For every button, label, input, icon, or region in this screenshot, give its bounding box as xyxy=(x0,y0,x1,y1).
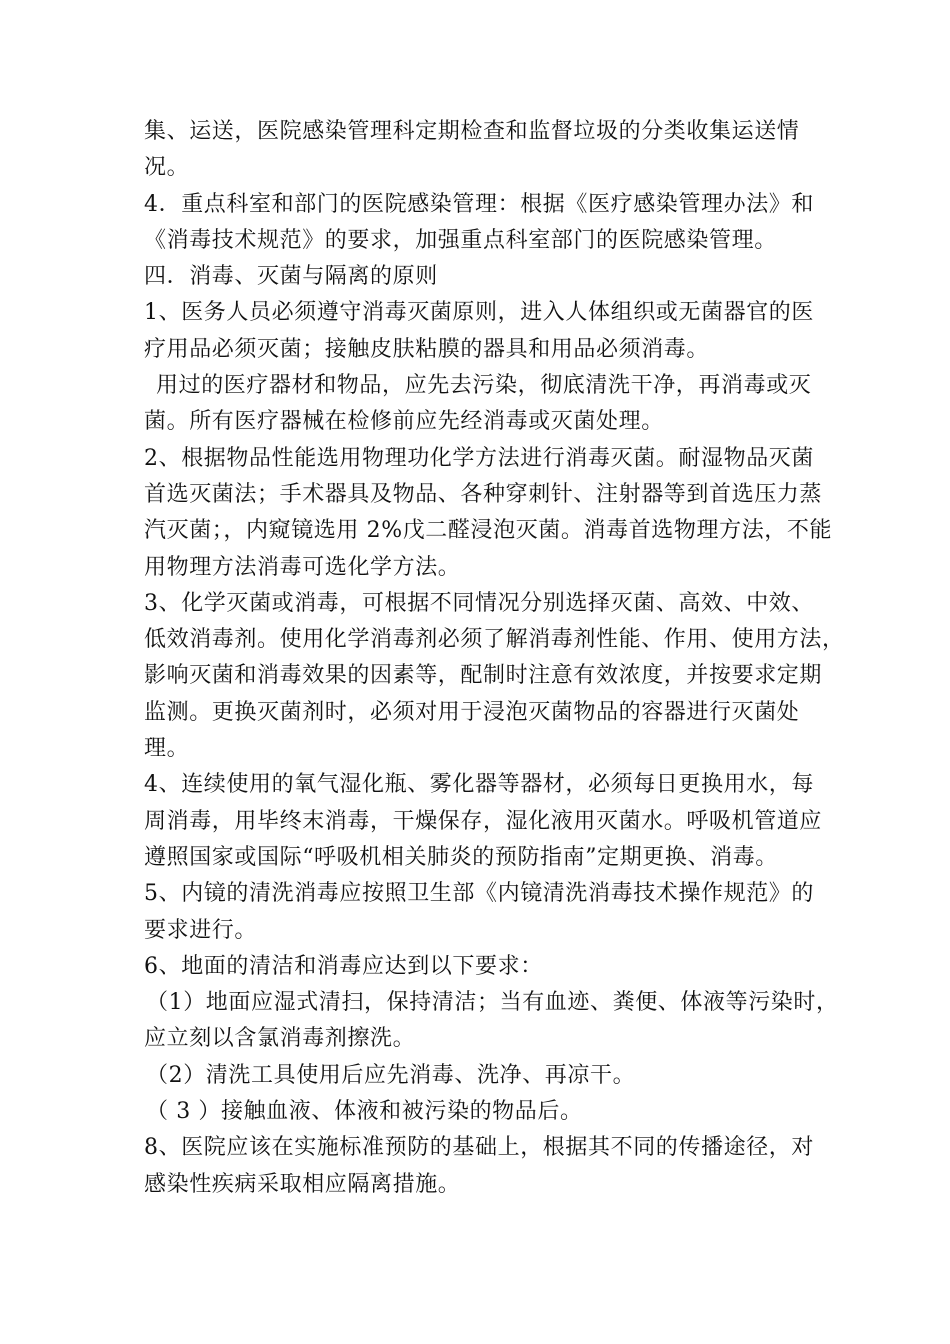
text-line: 用过的医疗器材和物品，应先去污染，彻底清洗干净，再消毒或灭 xyxy=(156,373,812,399)
text-line: 8、医院应该在实施标准预防的基础上，根据其不同的传播途径，对 xyxy=(144,1135,814,1161)
text-line: 用物理方法消毒可选化学方法。 xyxy=(144,554,461,580)
text-line: 周消毒，用毕终末消毒，干燥保存，湿化液用灭菌水。呼吸机管道应 xyxy=(144,808,823,834)
text-line: 菌。所有医疗器械在检修前应先经消毒或灭菌处理。 xyxy=(144,409,664,435)
text-line: 要求进行。 xyxy=(144,917,258,943)
text-line: 6、地面的清洁和消毒应达到以下要求： xyxy=(144,953,543,979)
text-line: 低效消毒剂。使用化学消毒剂必须了解消毒剂性能、作用、使用方法， xyxy=(144,627,845,653)
text-line: 应立刻以含氯消毒剂擦洗。 xyxy=(144,1026,416,1052)
text-line: 3、化学灭菌或消毒，可根据不同情况分别选择灭菌、高效、中效、 xyxy=(144,590,814,616)
text-line: （2）清洗工具使用后应先消毒、洗净、再凉干。 xyxy=(146,1062,636,1088)
text-line: （ 3 ）接触血液、体液和被污染的物品后。 xyxy=(146,1099,583,1125)
text-line: 4、连续使用的氧气湿化瓶、雾化器等器材，必须每日更换用水，每 xyxy=(144,772,814,798)
text-line: 影响灭菌和消毒效果的因素等，配制时注意有效浓度，并按要求定期 xyxy=(144,663,823,689)
text-line: 汽灭菌；，内窥镜选用 2%戊二醛浸泡灭菌。消毒首选物理方法，不能 xyxy=(144,518,833,544)
text-line: 疗用品必须灭菌；接触皮肤粘膜的器具和用品必须消毒。 xyxy=(144,336,710,362)
text-line: 理。 xyxy=(144,736,190,762)
text-line: 集、运送，医院感染管理科定期检查和监督垃圾的分类收集运送情 xyxy=(144,119,800,144)
text-line: 1、医务人员必须遵守消毒灭菌原则，进入人体组织或无菌器官的医 xyxy=(144,300,814,326)
text-line: 4．重点科室和部门的医院感染管理：根据《医疗感染管理办法》和 xyxy=(144,191,814,217)
text-line: 况。 xyxy=(144,155,190,181)
text-line: 2、根据物品性能选用物理功化学方法进行消毒灭菌。耐湿物品灭菌 xyxy=(144,445,814,471)
text-line: 5、内镜的清洗消毒应按照卫生部《内镜清洗消毒技术操作规范》的 xyxy=(144,881,814,907)
text-line: 感染性疾病采取相应隔离措施。 xyxy=(144,1171,461,1197)
text-line: 《消毒技术规范》的要求，加强重点科室部门的医院感染管理。 xyxy=(144,227,777,253)
text-line: 监测。更换灭菌剂时，必须对用于浸泡灭菌物品的容器进行灭菌处 xyxy=(144,699,800,725)
text-line: 遵照国家或国际“呼吸机相关肺炎的预防指南”定期更换、消毒。 xyxy=(144,844,778,870)
document-body xyxy=(144,114,845,1203)
text-line: （1）地面应湿式清扫，保持清洁；当有血迹、粪便、体液等污染时， xyxy=(146,990,839,1016)
section-heading: 四．消毒、灭菌与隔离的原则 xyxy=(144,264,438,290)
text-line: 首选灭菌法；手术器具及物品、各种穿刺针、注射器等到首选压力蒸 xyxy=(144,481,823,507)
